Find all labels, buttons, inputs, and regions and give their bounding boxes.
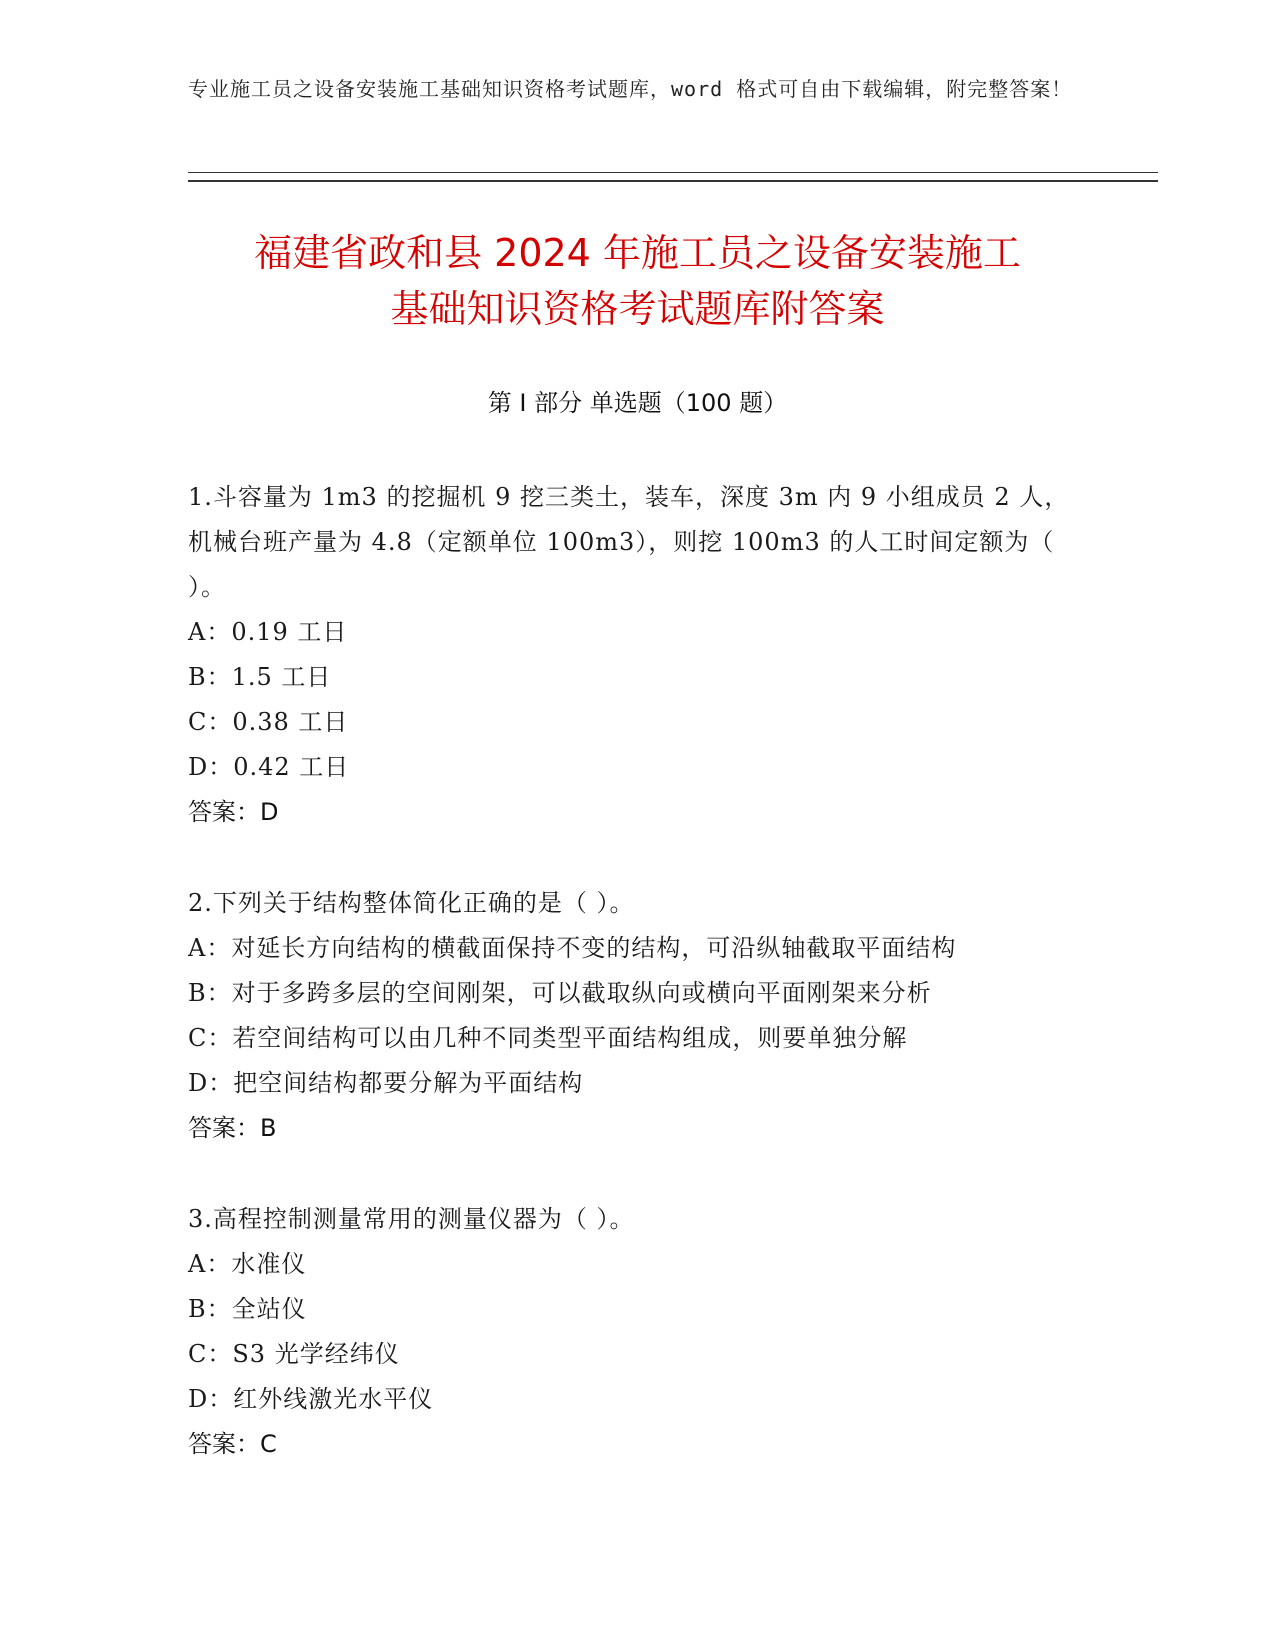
question-list [188, 475, 1088, 1513]
question-stem: 2.下列关于结构整体简化正确的是（ ）。 [188, 889, 635, 917]
question-3 [188, 1197, 1088, 1467]
option-d: D：红外线激光水平仪 [188, 1385, 434, 1413]
document-title-line-2: 基础知识资格考试题库附答案 [390, 287, 885, 331]
section-heading: 第 I 部分 单选题（100 题） [487, 389, 788, 417]
answer: 答案：C [188, 1430, 277, 1458]
question-stem: 3.高程控制测量常用的测量仪器为（ ）。 [188, 1205, 635, 1233]
option-b: B：对于多跨多层的空间刚架，可以截取纵向或横向平面刚架来分析 [188, 979, 932, 1007]
option-c: C：0.38 工日 [188, 708, 349, 736]
option-d: D：把空间结构都要分解为平面结构 [188, 1069, 584, 1097]
answer: 答案：B [188, 1114, 277, 1142]
question-2 [188, 881, 1088, 1151]
question-stem: 1.斗容量为 1m3 的挖掘机 9 挖三类土，装车，深度 3m 内 9 小组成员 2 人，机械台班产量为 4.8（定额单位 100m3），则挖 100m3 的人工时间定额为（ ）。 [188, 483, 1070, 601]
answer: 答案：D [188, 798, 279, 826]
option-b: B：全站仪 [188, 1295, 307, 1323]
header-divider-thin [188, 172, 1158, 173]
option-d: D：0.42 工日 [188, 753, 350, 781]
question-1 [188, 475, 1088, 835]
option-c: C：若空间结构可以由几种不同类型平面结构组成，则要单独分解 [188, 1024, 908, 1052]
header-divider-thick [188, 180, 1158, 182]
document-title-line-1: 福建省政和县 2024 年施工员之设备安装施工 [254, 231, 1021, 275]
option-c: C：S3 光学经纬仪 [188, 1340, 400, 1368]
option-b: B：1.5 工日 [188, 663, 332, 691]
option-a: A：对延长方向结构的横截面保持不变的结构，可沿纵轴截取平面结构 [188, 934, 957, 962]
option-a: A：水准仪 [188, 1250, 307, 1278]
option-a: A：0.19 工日 [188, 618, 348, 646]
document-title [0, 225, 1275, 337]
header-note: 专业施工员之设备安装施工基础知识资格考试题库，word 格式可自由下载编辑，附完整答案！ [188, 77, 1073, 101]
